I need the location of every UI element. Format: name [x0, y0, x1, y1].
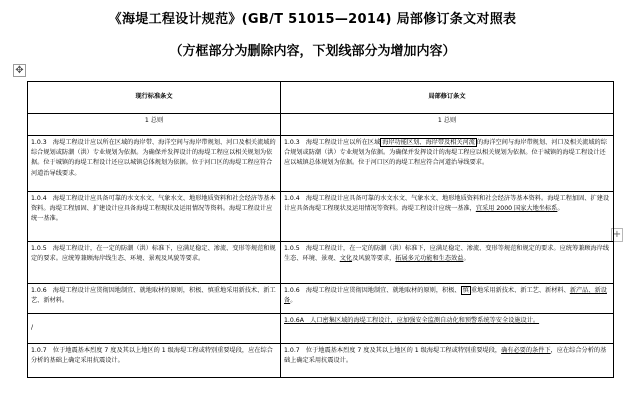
cell-text: 1.0.3 海堤工程设计应以所在区域的海岸带、海洋空间与海岸带规划、河口及相关流域的综合规划或防潮（洪）专业规划为依据。为确保并发挥设计的海堤工程应以相关规划为依据。位于城镇的海堤工程设计还应以城镇总体规划为依据。位于河口区的海堤工程应符合河道治导线要求。 [31, 139, 276, 177]
added-text: 确有必要的条件下 [501, 347, 551, 354]
cell-right [281, 284, 614, 314]
cell-right [281, 242, 614, 284]
cell-text: ，应在综合分析的基础上确定采用抗震设计。 [284, 347, 607, 365]
section-right: 1 总则 [281, 114, 614, 136]
table-row [28, 314, 614, 344]
cell-text: 1.0.5 海堤工程设计，在一定的防潮（洪）标准下，应满足稳定、渗流、变形等规范和规定的要求。应统筹兼顾海岸线生态、环境、景观、 [284, 245, 610, 263]
cell-left [28, 242, 281, 284]
cell-text: 1.0.4 海堤工程设计应具备可靠的水文水文、气象水文、地形地质资料和社会经济等基本资料。海堤工程加固、扩建设计应具备海堤工程现状及运用情况等资料。海堤工程设计应统一基准。 [31, 195, 276, 223]
cell-text: 1.0.3 海堤工程设计应以所在区域 [284, 139, 381, 146]
page-title: 《海堤工程设计规范》(GB/T 51015—2014) 局部修订条文对照表 [108, 12, 517, 27]
table-row [28, 284, 614, 314]
cell-text: 重地采用新技术、新工艺、新材料、 [470, 287, 570, 294]
table-header-row [28, 82, 614, 114]
cell-left [28, 344, 281, 378]
header-revised-clauses: 局部修订条文 [281, 82, 614, 114]
cell-right [281, 192, 614, 242]
cell-text: 1.0.7 位于地震基本烈度 7 度及其以上地区的 1 级海堤工程或特别重要堤段， [284, 347, 502, 354]
empty-cell-mark: / [31, 324, 34, 332]
cell-right [281, 314, 614, 344]
cell-right [281, 136, 614, 192]
insert-row-icon[interactable]: + [612, 229, 622, 240]
section-left: 1 总则 [28, 114, 281, 136]
cell-left [28, 284, 281, 314]
cell-text: 。 [463, 255, 470, 263]
added-text: 拓展多元功能和生态效益 [395, 255, 464, 263]
cell-text: 1.0.4 海堤工程设计应具备可靠的水文水文、气象水文、地形地质资料和社会经济等基本资料。海堤工程加固、扩建设计应具备海堤工程现状及运用情况等资料。海堤工程设计应统一基准， [284, 195, 610, 213]
cell-text: 1.0.7 位于地震基本烈度 7 度及其以上地区的 1 级海堤工程或特别重要堤段，应在综合分析的基础上确定采用抗震设计。 [31, 347, 273, 365]
cell-left [28, 192, 281, 242]
comparison-table [27, 81, 614, 378]
deleted-text: 慎 [462, 287, 469, 294]
added-text: 1.0.6A 人口密集区域的海堤工程设计，应加强安全监测自动化和预警系统等安全设施设计。 [284, 317, 540, 324]
cell-left [28, 314, 281, 344]
added-text: 新产品、新设备 [284, 287, 607, 305]
table-row [28, 344, 614, 378]
cell-text: 。 [290, 297, 297, 305]
cell-text: 1.0.6 海堤工程设计应贯彻因地制宜、就地取材的原则，积极、 [284, 287, 461, 294]
deleted-text: 海岸功能区划、海岸带及相关河流 [382, 139, 475, 146]
cell-text: 1.0.6 海堤工程设计应贯彻因地制宜、就地取材的原则，积极、慎重地采用新技术、新工艺、新材料。 [31, 287, 276, 305]
cell-text: 的海洋空间与海岸带规划、河口及相关流域的综合规划或防潮（洪）专业规划为依据。为确保并发挥设计的海堤工程应以相关规划为依据。位于城镇的海堤工程设计还应以城镇总体规划为依据。位于河口区的海堤工程应符合河道治导线要求。 [284, 139, 607, 167]
cell-right [281, 344, 614, 378]
added-text: 文化 [339, 255, 353, 263]
table-move-handle-icon[interactable]: ✥ [13, 64, 26, 77]
added-text: 宜采用 2000 国家大地坐标系 [475, 205, 558, 213]
table-row [28, 192, 614, 242]
cell-text: 1.0.5 海堤工程设计，在一定的防潮（洪）标准下，应满足稳定、渗流、变形等规范和规定的要求。应统筹兼顾海岸线生态、环境、景观及风貌等要求。 [31, 245, 276, 263]
section-row [28, 114, 614, 136]
cell-text: 。 [557, 205, 564, 213]
table-row [28, 136, 614, 192]
cell-left [28, 136, 281, 192]
page-subtitle: （方框部分为删除内容，下划线部分为增加内容） [169, 44, 456, 59]
cell-text: 及风貌等要求， [352, 255, 396, 263]
header-current-standard: 现行标准条文 [28, 82, 281, 114]
table-row [28, 242, 614, 284]
